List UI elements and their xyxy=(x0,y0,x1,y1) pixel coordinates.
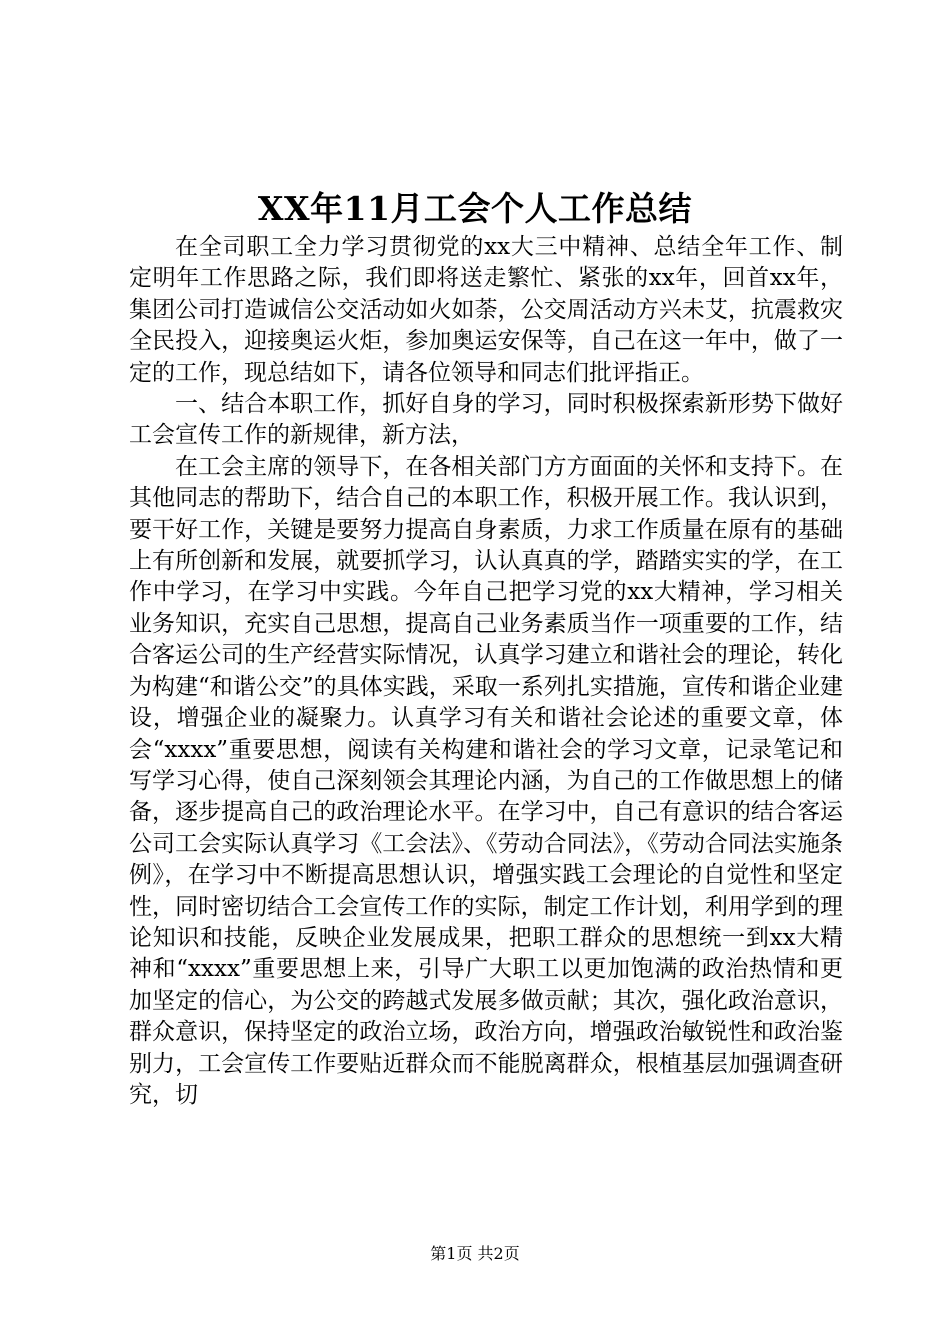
paragraph-section-heading: 一、结合本职工作，抓好自身的学习，同时积极探索新形势下做好工会宣传工作的新规律，新方法， xyxy=(129,391,843,449)
paragraph-study: 在工会主席的领导下，在各相关部门方方面面的关怀和支持下。在其他同志的帮助下，结合自己的本职工作，积极开展工作。我认识到，要干好工作，关键是要努力提高自身素质，力求工作质量在原有的基础上有所创新和发展，就要抓学习，认认真真的学，踏踏实实的学，在工作中学习，在学习中实践。今年自己把学习党的xx大精神，学习相关业务知识，充实自己思想，提高自己业务素质当作一项重要的工作，结合客运公司的生产经营实际情况，认真学习建立和谐社会的理论，转化为构建“和谐公交”的具体实践，采取一系列扎实措施，宣传和谐企业建设，增强企业的凝聚力。认真学习有关和谐社会论述的重要文章，体会“xxxx”重要思想，阅读有关构建和谐社会的学习文章，记录笔记和写学习心得，使自己深刻领会其理论内涵，为自己的工作做思想上的储备，逐步提高自己的政治理论水平。在学习中，自己有意识的结合客运公司工会实际认真学习《工会法》、《劳动合同法》，《劳动合同法实施条例》，在学习中不断提高思想认识，增强实践工会理论的自觉性和坚定性，同时密切结合工会宣传工作的实际，制定工作计划，利用学到的理论知识和技能，反映企业发展成果，把职工群众的思想统一到xx大精神和“xxxx”重要思想上来，引导广大职工以更加饱满的政治热情和更加坚定的信心，为公交的跨越式发展多做贡献；其次，强化政治意识，群众意识，保持坚定的政治立场，政治方向，增强政治敏锐性和政治鉴别力，工会宣传工作要贴近群众而不能脱离群众，根植基层加强调查研究，切 xyxy=(129,453,843,1108)
paragraph-intro: 在全司职工全力学习贯彻党的xx大三中精神、总结全年工作、制定明年工作思路之际，我们即将送走繁忙、紧张的xx年，回首xx年，集团公司打造诚信公交活动如火如荼，公交周活动方兴未艾，抗震救灾全民投入，迎接奥运火炬，参加奥运安保等，自己在这一年中，做了一定的工作，现总结如下，请各位领导和同志们批评指正。 xyxy=(129,234,843,386)
page-footer: 第1页 共2页 xyxy=(430,1244,520,1263)
document-body xyxy=(129,232,843,1111)
document-title: XX年11月工会个人工作总结 xyxy=(257,189,693,228)
